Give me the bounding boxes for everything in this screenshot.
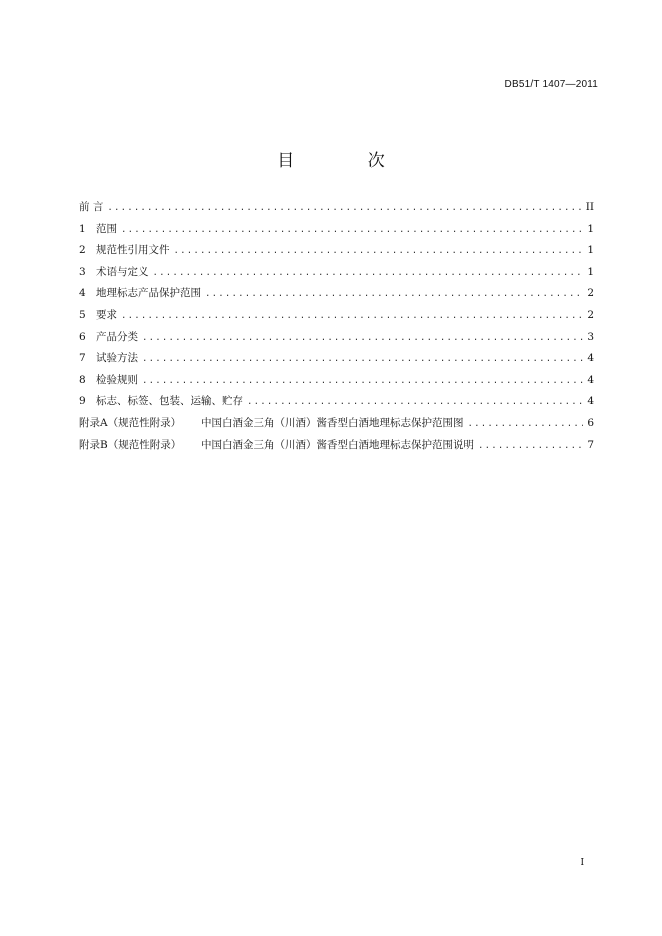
toc-entry-label: 范围 (96, 222, 117, 235)
toc-entry-number: 8 (79, 373, 86, 386)
toc-entry-label: 标志、标签、包装、运输、贮存 (96, 395, 243, 408)
table-of-contents (79, 200, 594, 459)
toc-entry-number: 6 (79, 330, 86, 343)
toc-entry-3[interactable] (79, 265, 594, 287)
toc-entry-1[interactable] (79, 222, 594, 244)
toc-entry-label: 试验方法 (96, 352, 138, 365)
document-code: DB51/T 1407—2011 (504, 79, 598, 90)
toc-entry-label: 中国白酒金三角（川酒）酱香型白酒地理标志保护范围图 (201, 416, 464, 429)
toc-dot-leader (468, 417, 584, 432)
toc-entry-appendix-b[interactable] (79, 438, 594, 460)
toc-entry-label: 规范性引用文件 (96, 244, 170, 257)
toc-entry-page: II (585, 201, 594, 213)
toc-entry-number: 2 (79, 244, 86, 257)
toc-entry-7[interactable] (79, 351, 594, 373)
toc-title: 目 次 (277, 151, 419, 171)
toc-entry-page: 4 (587, 395, 594, 408)
toc-entry-page: 1 (587, 244, 594, 257)
toc-entry-page: 1 (587, 265, 594, 278)
toc-entry-label: 术语与定义 (96, 265, 149, 278)
toc-dot-leader (121, 223, 583, 238)
toc-entry-page: 1 (587, 222, 594, 235)
toc-entry-page: 2 (587, 308, 594, 321)
toc-entry-label: 地理标志产品保护范围 (96, 287, 201, 300)
toc-entry-number: 9 (79, 395, 86, 408)
toc-appendix-prefix: 附录A（规范性附录） (79, 416, 182, 429)
toc-entry-9[interactable] (79, 394, 594, 416)
toc-entry-5[interactable] (79, 308, 594, 330)
toc-entry-6[interactable] (79, 330, 594, 352)
toc-dot-leader (153, 266, 584, 281)
toc-dot-leader (142, 331, 583, 346)
toc-entry-page: 4 (587, 373, 594, 386)
toc-dot-leader (174, 244, 584, 259)
toc-entry-label: 要求 (96, 308, 117, 321)
toc-entry-page: 2 (587, 287, 594, 300)
toc-entry-8[interactable] (79, 373, 594, 395)
toc-entry-foreword[interactable] (79, 200, 594, 222)
toc-entry-page: 3 (587, 330, 594, 343)
toc-dot-leader (142, 374, 583, 389)
toc-entry-number: 1 (79, 222, 86, 235)
toc-entry-2[interactable] (79, 243, 594, 265)
toc-entry-4[interactable] (79, 286, 594, 308)
toc-dot-leader (107, 201, 581, 216)
toc-entry-page: 6 (587, 416, 594, 429)
toc-entry-number: 4 (79, 287, 86, 300)
toc-entry-number: 7 (79, 352, 86, 365)
toc-appendix-prefix: 附录B（规范性附录） (79, 438, 182, 451)
toc-entry-page: 4 (587, 352, 594, 365)
toc-entry-label: 产品分类 (96, 330, 138, 343)
toc-dot-leader (142, 352, 583, 367)
toc-dot-leader (478, 439, 583, 454)
toc-dot-leader (121, 309, 583, 324)
toc-entry-label: 中国白酒金三角（川酒）酱香型白酒地理标志保护范围说明 (201, 438, 474, 451)
toc-dot-leader (205, 287, 583, 302)
toc-entry-number: 3 (79, 265, 86, 278)
toc-entry-number: 5 (79, 308, 86, 321)
toc-dot-leader (247, 395, 583, 410)
toc-entry-label: 检验规则 (96, 373, 138, 386)
toc-entry-page: 7 (587, 438, 594, 451)
toc-entry-appendix-a[interactable] (79, 416, 594, 438)
page-number: I (580, 858, 584, 868)
toc-entry-label: 前 言 (79, 201, 104, 213)
